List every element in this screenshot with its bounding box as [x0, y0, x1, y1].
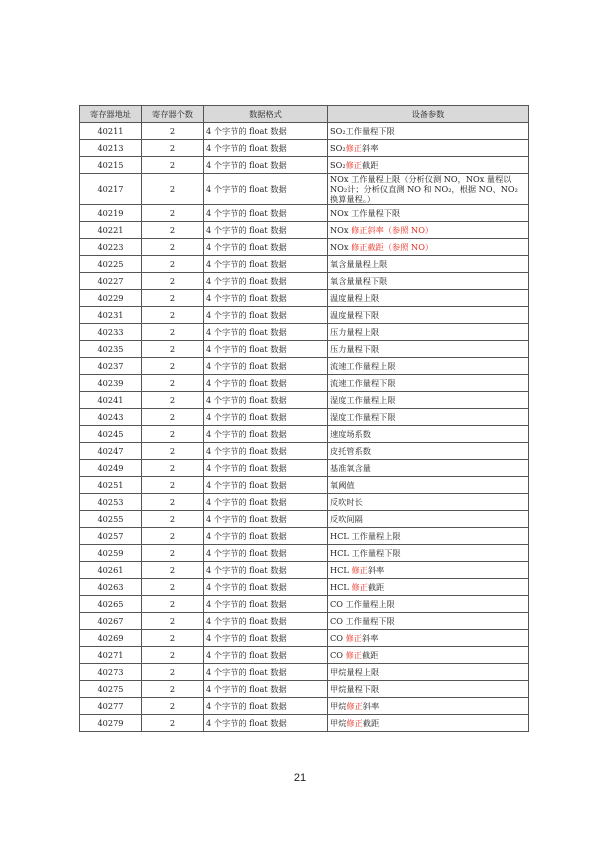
register-address: 40251 [80, 477, 142, 494]
table-row [80, 511, 529, 528]
register-count: 2 [142, 613, 204, 630]
register-count: 2 [142, 341, 204, 358]
data-format: 4 个字节的 float 数据 [204, 123, 328, 140]
table-row [80, 140, 529, 157]
register-count: 2 [142, 477, 204, 494]
device-parameter [328, 273, 529, 290]
register-count: 2 [142, 409, 204, 426]
highlighted-text: 修正 [351, 582, 368, 592]
parameter-text: 斜率 [362, 143, 379, 153]
data-format: 4 个字节的 float 数据 [204, 443, 328, 460]
register-address: 40211 [80, 123, 142, 140]
parameter-text: 湿度工作量程上限 [330, 395, 396, 405]
device-parameter [328, 426, 529, 443]
device-parameter [328, 443, 529, 460]
device-parameter [328, 140, 529, 157]
parameter-text: 基准氧含量 [330, 463, 371, 473]
highlighted-text: 修正 [345, 143, 362, 153]
register-address: 40223 [80, 239, 142, 256]
device-parameter [328, 205, 529, 222]
data-format: 4 个字节的 float 数据 [204, 681, 328, 698]
parameter-text: 甲烷 [330, 718, 347, 728]
parameter-text: 截距 [367, 582, 385, 592]
register-address: 40237 [80, 358, 142, 375]
table-row [80, 392, 529, 409]
data-format: 4 个字节的 float 数据 [204, 545, 328, 562]
register-count: 2 [142, 375, 204, 392]
data-format: 4 个字节的 float 数据 [204, 579, 328, 596]
register-address: 40245 [80, 426, 142, 443]
device-parameter [328, 579, 529, 596]
highlighted-text: 修正 [345, 160, 362, 170]
register-count: 2 [142, 698, 204, 715]
parameter-text: HCL [330, 582, 352, 592]
header-address: 寄存器地址 [80, 106, 142, 123]
parameter-text: 截距 [361, 650, 379, 660]
data-format: 4 个字节的 float 数据 [204, 341, 328, 358]
register-count: 2 [142, 324, 204, 341]
register-address: 40249 [80, 460, 142, 477]
parameter-text: NOx 工作量程下限 [330, 208, 401, 218]
table-row [80, 715, 529, 732]
register-address: 40253 [80, 494, 142, 511]
device-parameter [328, 341, 529, 358]
register-address: 40277 [80, 698, 142, 715]
register-address: 40255 [80, 511, 142, 528]
device-parameter [328, 596, 529, 613]
data-format: 4 个字节的 float 数据 [204, 358, 328, 375]
data-format: 4 个字节的 float 数据 [204, 562, 328, 579]
device-parameter [328, 715, 529, 732]
page-number: 21 [293, 772, 307, 784]
register-count: 2 [142, 443, 204, 460]
parameter-text: NOx 工作量程上限（分析仪测 NO，NOx 量程以 NO₂计；分析仪直测 NO 和 NO₂，根据 NO、NO₂换算量程。） [330, 174, 518, 204]
table-row [80, 290, 529, 307]
register-count: 2 [142, 715, 204, 732]
parameter-text: 速度场系数 [330, 429, 371, 439]
register-address: 40267 [80, 613, 142, 630]
table-row [80, 681, 529, 698]
parameter-text: 压力量程上限 [330, 327, 380, 337]
register-count: 2 [142, 222, 204, 239]
register-address: 40273 [80, 664, 142, 681]
data-format: 4 个字节的 float 数据 [204, 494, 328, 511]
device-parameter [328, 358, 529, 375]
device-parameter [328, 681, 529, 698]
register-count: 2 [142, 239, 204, 256]
data-format: 4 个字节的 float 数据 [204, 460, 328, 477]
data-format: 4 个字节的 float 数据 [204, 256, 328, 273]
device-parameter [328, 460, 529, 477]
header-parameter: 设备参数 [328, 106, 529, 123]
device-parameter [328, 562, 529, 579]
parameter-text: 截距 [362, 718, 380, 728]
data-format: 4 个字节的 float 数据 [204, 392, 328, 409]
table-row [80, 273, 529, 290]
data-format: 4 个字节的 float 数据 [204, 174, 328, 205]
table-row [80, 630, 529, 647]
device-parameter [328, 664, 529, 681]
register-address: 40229 [80, 290, 142, 307]
register-address: 40219 [80, 205, 142, 222]
register-count: 2 [142, 123, 204, 140]
table-row [80, 443, 529, 460]
register-count: 2 [142, 647, 204, 664]
table-row [80, 239, 529, 256]
device-parameter [328, 477, 529, 494]
register-count: 2 [142, 579, 204, 596]
header-count: 寄存器个数 [142, 106, 204, 123]
highlighted-text: 修正斜率（参照 NO） [351, 225, 434, 235]
data-format: 4 个字节的 float 数据 [204, 647, 328, 664]
device-parameter [328, 239, 529, 256]
register-address: 40217 [80, 174, 142, 205]
device-parameter [328, 494, 529, 511]
device-parameter [328, 375, 529, 392]
register-count: 2 [142, 528, 204, 545]
data-format: 4 个字节的 float 数据 [204, 375, 328, 392]
register-address: 40225 [80, 256, 142, 273]
table-row [80, 222, 529, 239]
device-parameter [328, 647, 529, 664]
table-row [80, 174, 529, 205]
table-row [80, 123, 529, 140]
register-count: 2 [142, 511, 204, 528]
table-row [80, 358, 529, 375]
parameter-text: 甲烷 [330, 701, 347, 711]
data-format: 4 个字节的 float 数据 [204, 239, 328, 256]
device-parameter [328, 222, 529, 239]
data-format: 4 个字节的 float 数据 [204, 715, 328, 732]
table-row [80, 426, 529, 443]
parameter-text: 斜率 [361, 633, 379, 643]
parameter-text: CO [330, 650, 346, 660]
register-address: 40279 [80, 715, 142, 732]
register-count: 2 [142, 562, 204, 579]
device-parameter [328, 174, 529, 205]
register-count: 2 [142, 494, 204, 511]
register-count: 2 [142, 273, 204, 290]
table-row [80, 528, 529, 545]
data-format: 4 个字节的 float 数据 [204, 307, 328, 324]
data-format: 4 个字节的 float 数据 [204, 324, 328, 341]
parameter-text: 氧含量量程上限 [330, 259, 388, 269]
register-count: 2 [142, 290, 204, 307]
data-format: 4 个字节的 float 数据 [204, 511, 328, 528]
highlighted-text: 修正截距（参照 NO） [351, 242, 434, 252]
register-count: 2 [142, 460, 204, 477]
register-address: 40213 [80, 140, 142, 157]
register-count: 2 [142, 157, 204, 174]
table-row [80, 341, 529, 358]
data-format: 4 个字节的 float 数据 [204, 528, 328, 545]
register-address: 40233 [80, 324, 142, 341]
device-parameter [328, 123, 529, 140]
register-address: 40257 [80, 528, 142, 545]
parameter-text: SO₂工作量程下限 [330, 126, 395, 136]
table-row [80, 664, 529, 681]
table-row [80, 460, 529, 477]
table-row [80, 613, 529, 630]
register-address: 40243 [80, 409, 142, 426]
table-row [80, 375, 529, 392]
register-address: 40241 [80, 392, 142, 409]
register-address: 40261 [80, 562, 142, 579]
parameter-text: 反吹间隔 [330, 514, 363, 524]
register-count: 2 [142, 392, 204, 409]
parameter-text: SO₂ [330, 143, 346, 153]
parameter-text: 反吹时长 [330, 497, 363, 507]
parameter-text: 氧阈值 [330, 480, 355, 490]
data-format: 4 个字节的 float 数据 [204, 698, 328, 715]
device-parameter [328, 545, 529, 562]
register-address: 40263 [80, 579, 142, 596]
register-address: 40271 [80, 647, 142, 664]
register-count: 2 [142, 358, 204, 375]
parameter-text: 流速工作量程上限 [330, 361, 396, 371]
device-parameter [328, 698, 529, 715]
highlighted-text: 修正 [346, 718, 363, 728]
table-row [80, 494, 529, 511]
data-format: 4 个字节的 float 数据 [204, 205, 328, 222]
data-format: 4 个字节的 float 数据 [204, 630, 328, 647]
register-count: 2 [142, 596, 204, 613]
parameter-text: 皮托管系数 [330, 446, 371, 456]
data-format: 4 个字节的 float 数据 [204, 596, 328, 613]
table-row [80, 409, 529, 426]
data-format: 4 个字节的 float 数据 [204, 157, 328, 174]
table-row [80, 324, 529, 341]
data-format: 4 个字节的 float 数据 [204, 290, 328, 307]
device-parameter [328, 307, 529, 324]
register-address: 40247 [80, 443, 142, 460]
register-table [79, 105, 529, 732]
register-count: 2 [142, 140, 204, 157]
register-count: 2 [142, 681, 204, 698]
device-parameter [328, 528, 529, 545]
device-parameter [328, 613, 529, 630]
register-address: 40227 [80, 273, 142, 290]
register-address: 40221 [80, 222, 142, 239]
parameter-text: HCL 工作量程上限 [330, 531, 401, 541]
header-format: 数据格式 [204, 106, 328, 123]
register-count: 2 [142, 630, 204, 647]
data-format: 4 个字节的 float 数据 [204, 477, 328, 494]
parameter-text: NOx [330, 225, 352, 235]
parameter-text: SO₂ [330, 160, 346, 170]
data-format: 4 个字节的 float 数据 [204, 664, 328, 681]
table-body [80, 123, 529, 732]
device-parameter [328, 157, 529, 174]
parameter-text: 湿度工作量程下限 [330, 412, 396, 422]
device-parameter [328, 324, 529, 341]
parameter-text: HCL [330, 565, 352, 575]
data-format: 4 个字节的 float 数据 [204, 426, 328, 443]
register-address: 40275 [80, 681, 142, 698]
table-header-row [80, 106, 529, 123]
parameter-text: NOx [330, 242, 352, 252]
highlighted-text: 修正 [345, 650, 362, 660]
highlighted-text: 修正 [346, 701, 363, 711]
parameter-text: 截距 [362, 160, 379, 170]
parameter-text: 温度量程下限 [330, 310, 380, 320]
parameter-text: 压力量程下限 [330, 344, 380, 354]
parameter-text: 甲烷量程下限 [330, 684, 380, 694]
parameter-text: CO 工作量程下限 [330, 616, 395, 626]
parameter-text: HCL 工作量程下限 [330, 548, 401, 558]
register-count: 2 [142, 664, 204, 681]
register-address: 40265 [80, 596, 142, 613]
data-format: 4 个字节的 float 数据 [204, 409, 328, 426]
table-row [80, 256, 529, 273]
parameter-text: 流速工作量程下限 [330, 378, 396, 388]
parameter-text: 斜率 [362, 701, 380, 711]
register-address: 40239 [80, 375, 142, 392]
register-address: 40231 [80, 307, 142, 324]
parameter-text: CO 工作量程上限 [330, 599, 395, 609]
register-count: 2 [142, 174, 204, 205]
device-parameter [328, 256, 529, 273]
data-format: 4 个字节的 float 数据 [204, 140, 328, 157]
register-count: 2 [142, 256, 204, 273]
table-row [80, 562, 529, 579]
table-row [80, 307, 529, 324]
register-count: 2 [142, 545, 204, 562]
parameter-text: 甲烷量程上限 [330, 667, 380, 677]
table-row [80, 698, 529, 715]
table-row [80, 205, 529, 222]
device-parameter [328, 392, 529, 409]
table-row [80, 545, 529, 562]
parameter-text: 斜率 [367, 565, 385, 575]
table-row [80, 157, 529, 174]
register-address: 40269 [80, 630, 142, 647]
register-address: 40235 [80, 341, 142, 358]
table-row [80, 596, 529, 613]
device-parameter [328, 511, 529, 528]
device-parameter [328, 409, 529, 426]
table-row [80, 647, 529, 664]
device-parameter [328, 290, 529, 307]
table-row [80, 477, 529, 494]
register-count: 2 [142, 307, 204, 324]
device-parameter [328, 630, 529, 647]
parameter-text: 温度量程上限 [330, 293, 380, 303]
register-address: 40215 [80, 157, 142, 174]
data-format: 4 个字节的 float 数据 [204, 222, 328, 239]
register-address: 40259 [80, 545, 142, 562]
parameter-text: 氧含量量程下限 [330, 276, 388, 286]
data-format: 4 个字节的 float 数据 [204, 273, 328, 290]
table-row [80, 579, 529, 596]
register-count: 2 [142, 426, 204, 443]
parameter-text: CO [330, 633, 346, 643]
highlighted-text: 修正 [351, 565, 368, 575]
highlighted-text: 修正 [345, 633, 362, 643]
register-count: 2 [142, 205, 204, 222]
data-format: 4 个字节的 float 数据 [204, 613, 328, 630]
